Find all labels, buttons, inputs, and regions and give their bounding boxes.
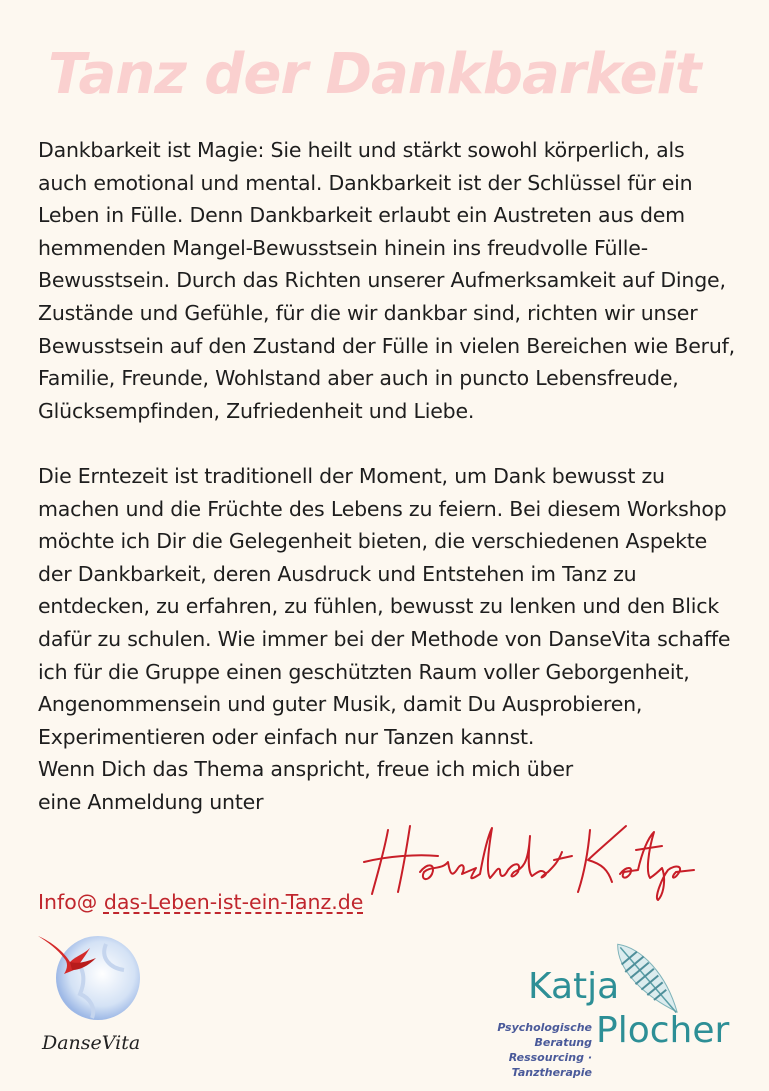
paragraph-closing-line1: Wenn Dich das Thema anspricht, freue ich mich über <box>38 757 573 782</box>
signature <box>358 812 718 902</box>
dansevita-logo-text: DanseVita <box>42 1032 141 1054</box>
katja-logo-subtitle-line1: Psychologische Beratung <box>497 1021 592 1049</box>
katja-logo-subtitle <box>442 1020 592 1080</box>
katja-logo-subtitle-line2: Ressourcing · Tanztherapie <box>508 1051 592 1079</box>
contact-domain-link[interactable]: das-Leben-ist-ein-Tanz.de <box>103 890 364 914</box>
contact-email[interactable] <box>38 890 363 914</box>
katja-logo-last-name: Plocher <box>596 1010 730 1051</box>
paragraph-intro: Dankbarkeit ist Magie: Sie heilt und stärkt sowohl körperlich, als auch emotional und mental. Dankbarkeit ist der Schlüssel für ein Leben in Fülle. Denn Dankbarkeit erlaubt ein Austreten aus dem hemmenden Mangel-Bewusstsein hinein ins freudvolle Fülle-Bewusstsein. Durch das Richten unserer Aufmerksamkeit auf Dinge, Zustände und Gefühle, für die wir dankbar sind, richten wir unser Bewusstsein auf den Zustand der Fülle in vielen Bereichen wie Beruf, Familie, Freunde, Wohlstand aber auch in puncto Lebensfreude, Glücksempfinden, Zufriedenheit und Liebe. <box>38 138 735 423</box>
bird-globe-icon <box>34 928 144 1028</box>
paragraph-closing-line2: eine Anmeldung unter <box>38 789 264 814</box>
page-title: Tanz der Dankbarkeit <box>48 42 701 107</box>
contact-prefix: Info@ <box>38 890 98 914</box>
body-text <box>38 134 738 818</box>
katja-logo-first-name: Katja <box>528 966 620 1007</box>
paragraph-workshop: Die Erntezeit ist traditionell der Moment, um Dank bewusst zu machen und die Früchte des Lebens zu feiern. Bei diesem Workshop möchte ich Dir die Gelegenheit bieten, die verschiedenen Aspekte der Dankbarkeit, deren Ausdruck und Entstehen im Tanz zu entdecken, zu erfahren, zu fühlen, bewusst zu lenken und den Blick dafür zu schulen. Wie immer bei der Methode von DanseVita schaffe ich für die Gruppe einen geschützten Raum voller Geborgenheit, Angenommensein und guter Musik, damit Du Ausprobieren, Experimentieren oder einfach nur Tanzen kannst. <box>38 463 731 749</box>
